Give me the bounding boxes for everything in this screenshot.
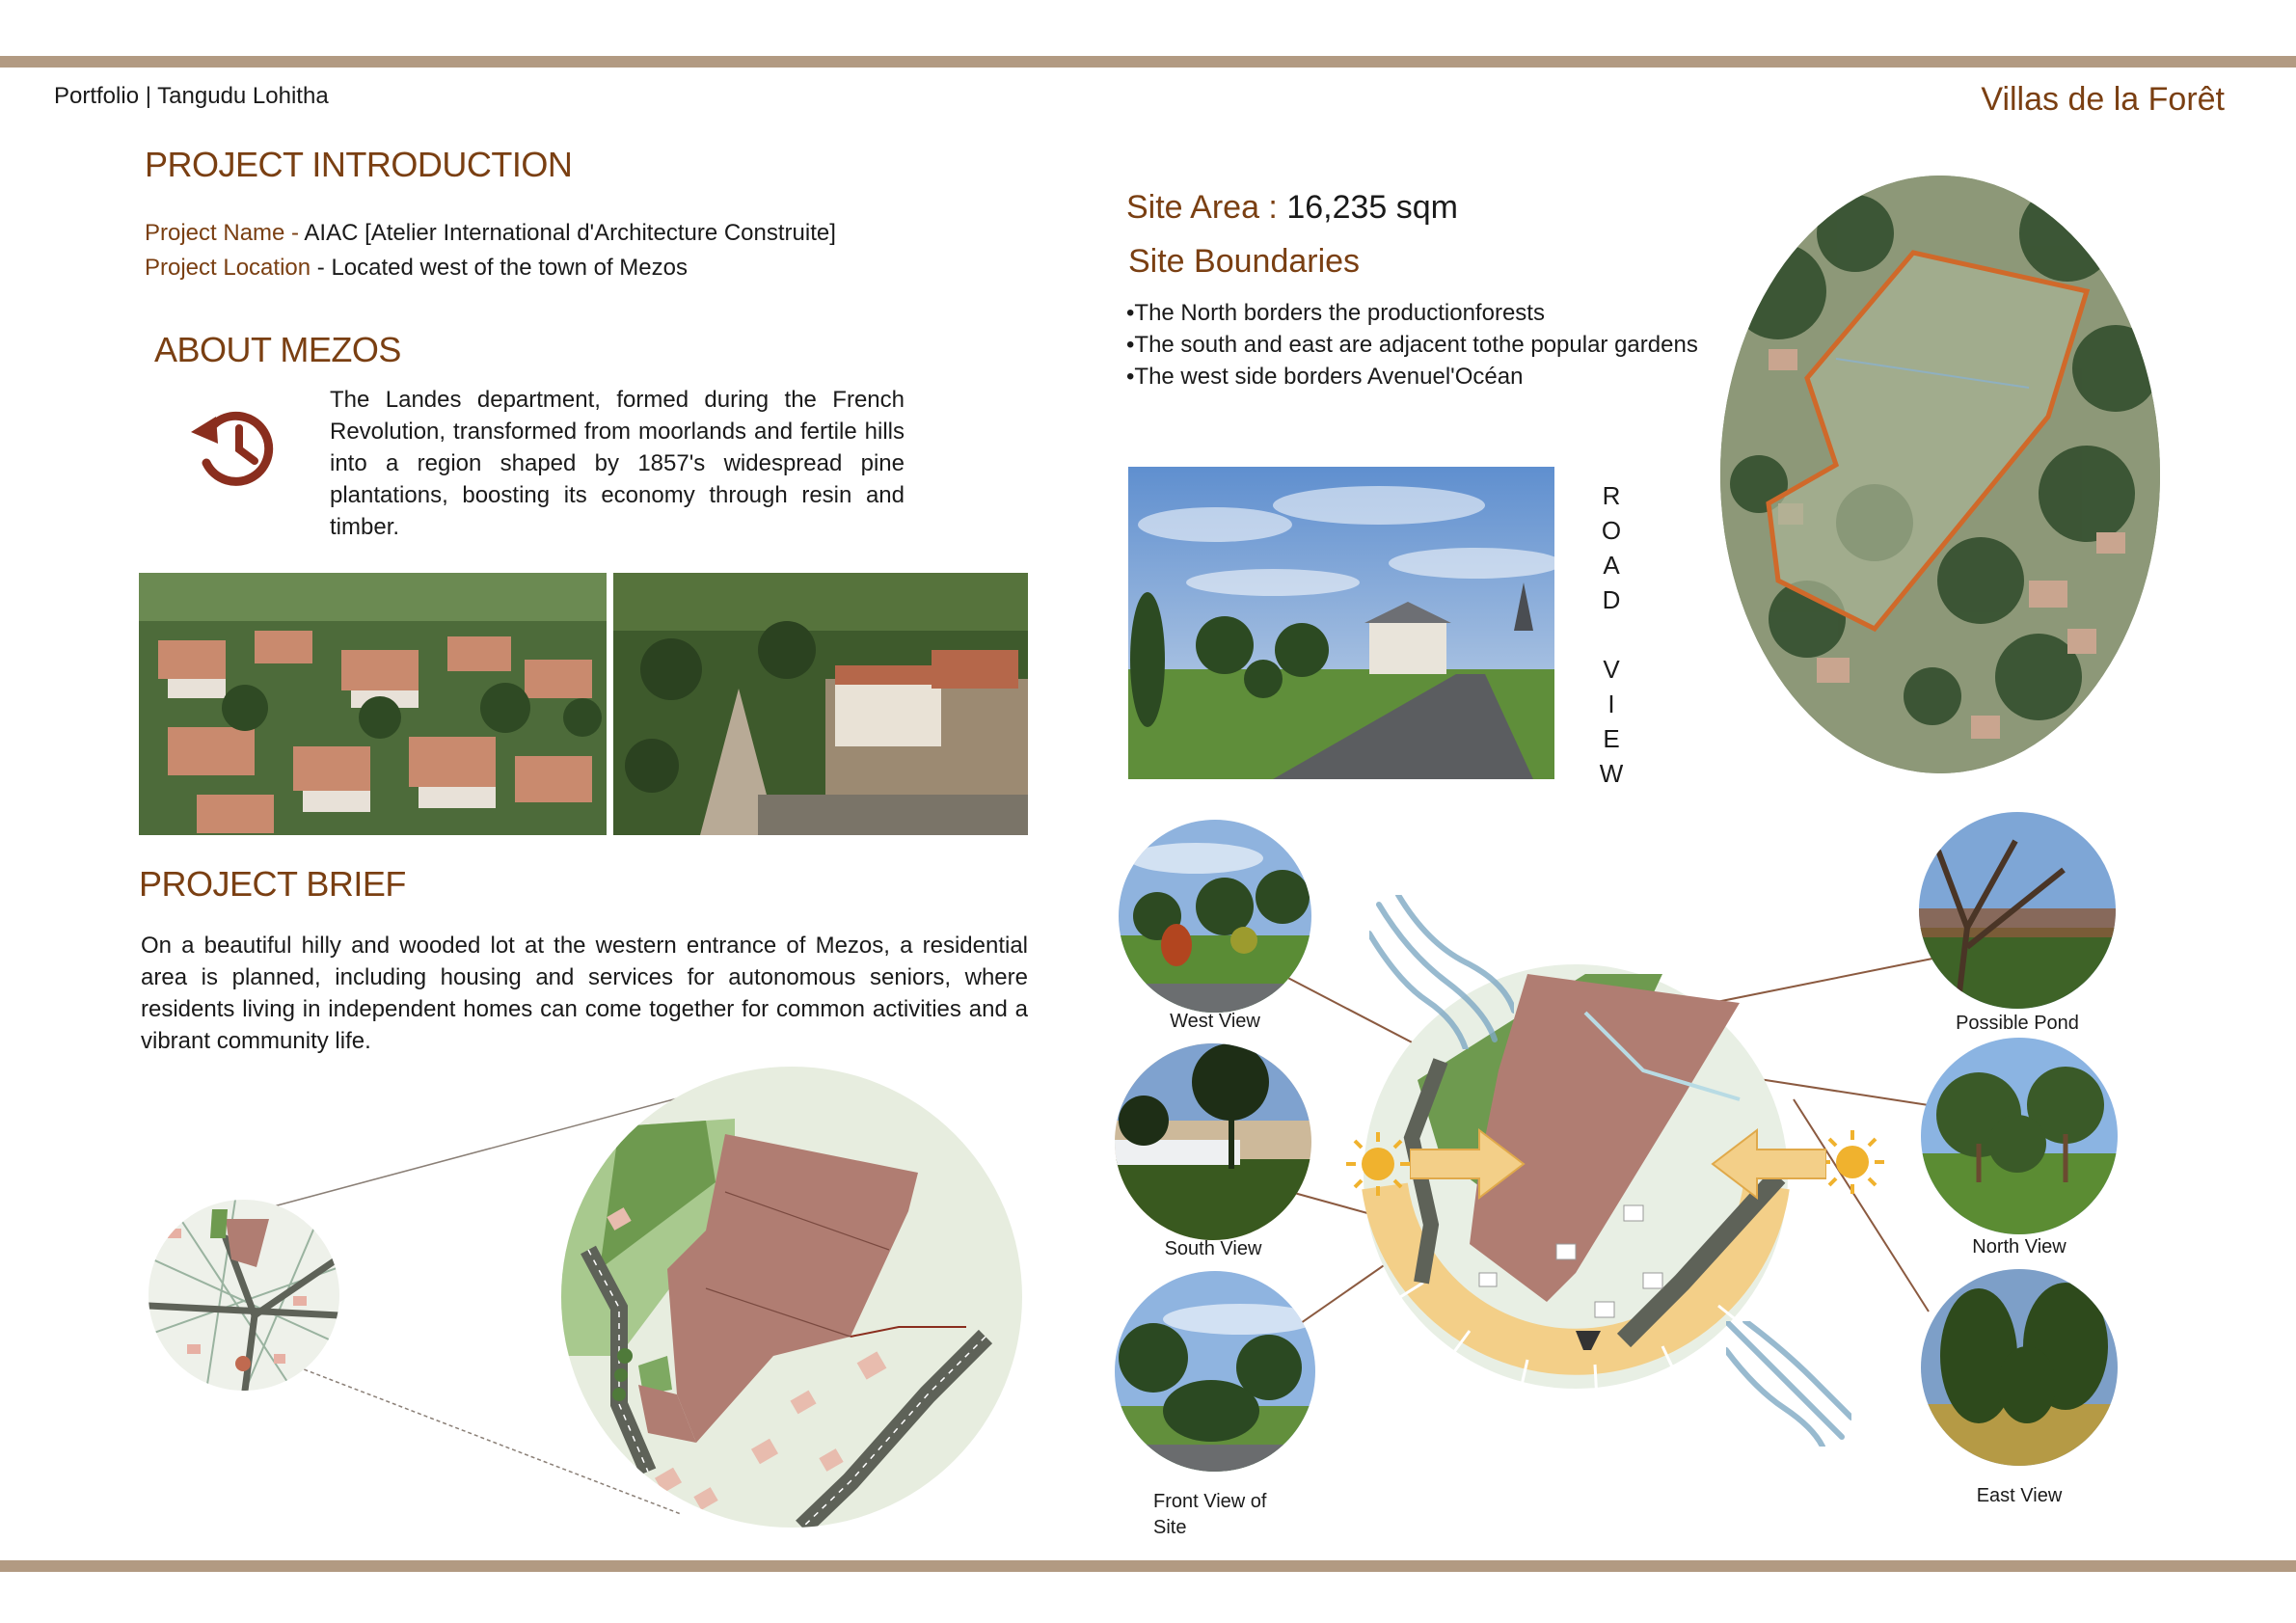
- boundary-north: •The North borders the productionforests: [1126, 300, 1545, 326]
- portfolio-label: Portfolio | Tangudu Lohitha: [54, 83, 329, 109]
- project-location-value: - Located west of the town of Mezos: [311, 255, 688, 281]
- sun-icon: [1344, 1130, 1412, 1198]
- road-view-letter: A: [1603, 551, 1620, 580]
- east-view-caption: East View: [1976, 1485, 2063, 1506]
- road-view-letter: W: [1599, 759, 1624, 788]
- site-area-line: [1126, 189, 1458, 227]
- north-view-photo: [1921, 1038, 2118, 1234]
- west-view-photo: [1119, 820, 1311, 1013]
- road-view-letter: D: [1602, 585, 1621, 614]
- site-boundaries-heading: Site Boundaries: [1128, 243, 1361, 280]
- possible-pond-caption: Possible Pond: [1956, 1013, 2079, 1034]
- sun-icon: [1819, 1128, 1886, 1196]
- road-view-photo: [1128, 467, 1554, 779]
- intro-heading: PROJECT INTRODUCTION: [145, 145, 573, 184]
- road-view-letter: E: [1603, 724, 1620, 753]
- project-title: Villas de la Forêt: [1981, 81, 2225, 118]
- site-boundaries-list: [1126, 297, 1715, 392]
- arrow-right-icon: [1410, 1128, 1526, 1200]
- road-view-vertical-label: [1597, 478, 1626, 791]
- south-view-caption: South View: [1164, 1238, 1262, 1259]
- road-view-letter: V: [1603, 655, 1620, 684]
- north-view-caption: North View: [1972, 1236, 2066, 1258]
- road-view-letter: R: [1602, 481, 1621, 510]
- project-name-label: Project Name -: [145, 220, 300, 246]
- satellite-map: [1720, 176, 2160, 773]
- possible-pond-photo: [1919, 812, 2116, 1009]
- site-area-label: Site Area :: [1126, 189, 1278, 226]
- front-view-caption: Front View of Site: [1153, 1491, 1267, 1538]
- east-view-photo: [1921, 1269, 2118, 1466]
- road-view-letter: [1597, 617, 1626, 652]
- west-view-caption: West View: [1170, 1011, 1260, 1032]
- wind-arrows-icon: [1726, 1321, 1851, 1447]
- road-view-letter: I: [1607, 690, 1615, 718]
- about-heading: ABOUT MEZOS: [154, 330, 401, 369]
- south-view-photo: [1115, 1043, 1311, 1240]
- arrow-left-icon: [1711, 1128, 1826, 1200]
- front-view-photo: [1115, 1271, 1315, 1472]
- location-map-small: [149, 1200, 339, 1391]
- site-area-value: 16,235 sqm: [1277, 189, 1458, 226]
- boundary-south-east: •The south and east are adjacent tothe popular gardens: [1126, 332, 1698, 358]
- project-name-value: AIAC [Atelier International d'Architecture Construite]: [299, 220, 836, 246]
- about-text: The Landes department, formed during the French Revolution, transformed from moorlands and fertile hills into a region shaped by 1857's widespread pine plantations, boosting its economy through resin and timber.: [330, 387, 905, 540]
- brief-heading: PROJECT BRIEF: [139, 864, 406, 904]
- project-location-label: Project Location: [145, 255, 311, 281]
- site-map-large: [561, 1067, 1022, 1528]
- road-view-letter: O: [1601, 516, 1622, 545]
- brief-text: On a beautiful hilly and wooded lot at the western entrance of Mezos, a residential area is planned, including housing and services for autonomous seniors, where residents living in independent homes can come together for common activities and a vibrant community life.: [141, 933, 1028, 1054]
- wind-arrows-icon: [1369, 895, 1514, 1049]
- boundary-west: •The west side borders Avenuel'Océan: [1126, 364, 1524, 390]
